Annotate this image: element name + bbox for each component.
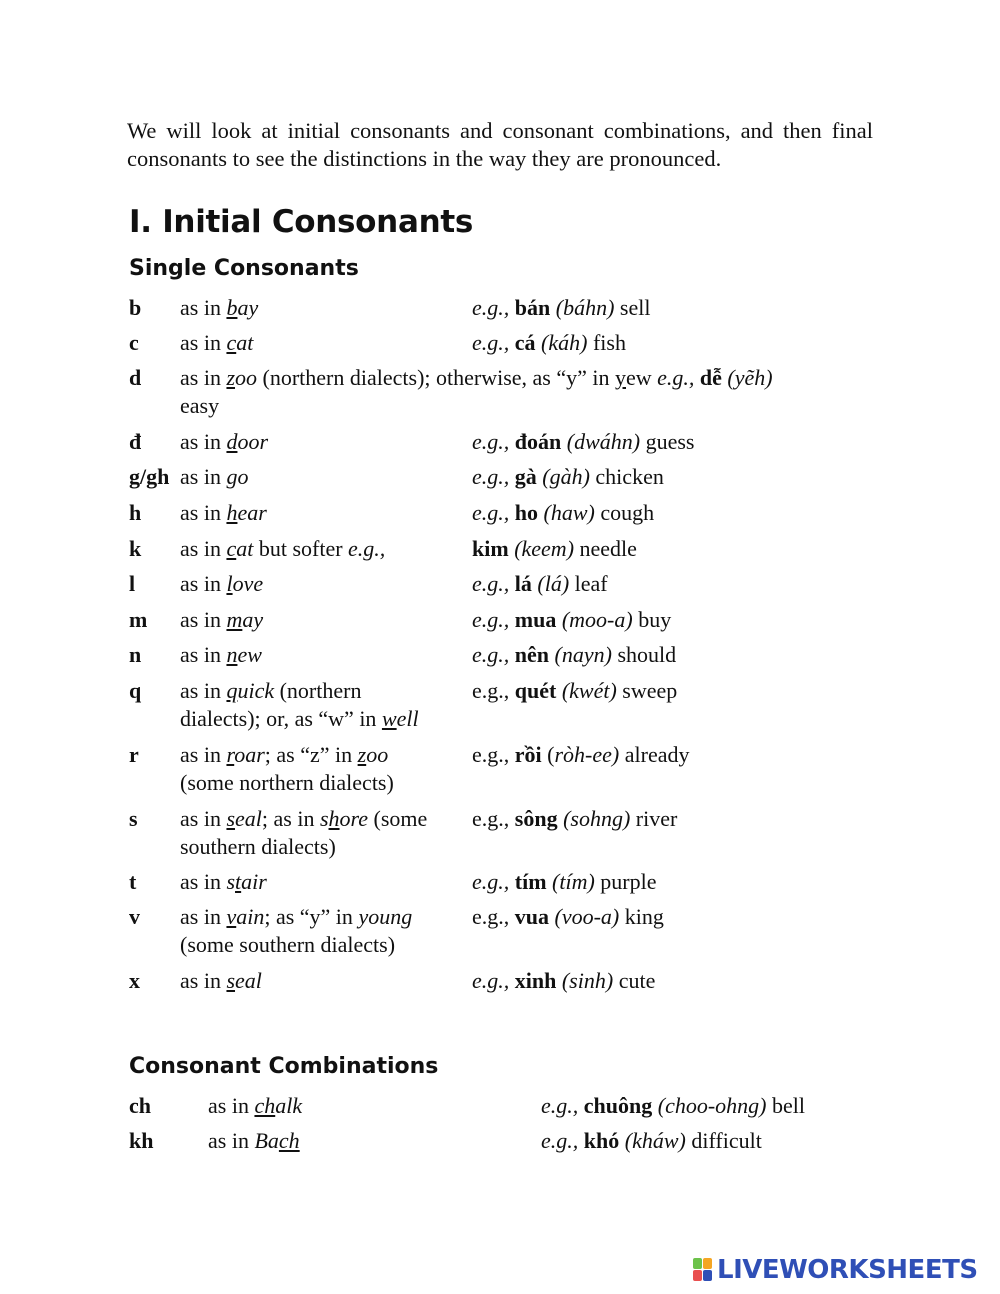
consonant-description: as in quick (northern dialects); or, as “w” in well: [180, 678, 419, 731]
logo-text: LIVEWORKSHEETS: [717, 1255, 978, 1285]
consonant-example: e.g., vua (voo-a) king: [472, 904, 664, 929]
consonant-description: as in roar; as “z” in zoo (some northern dialects): [180, 742, 394, 795]
consonant-description: as in seal: [180, 968, 262, 993]
consonant-description: as in zoo (northern dialects); otherwise, as “y” in yew e.g., dễ (yẽh) easy: [180, 365, 773, 418]
consonant-letter: b: [129, 295, 142, 320]
consonant-example: e.g., chuông (choo-ohng) bell: [541, 1093, 805, 1118]
consonant-description: as in may: [180, 607, 264, 632]
logo-mark-icon: [693, 1258, 713, 1282]
consonant-letter: r: [129, 742, 139, 767]
consonant-combinations-heading: Consonant Combinations: [129, 1054, 439, 1079]
consonant-example: e.g., xinh (sinh) cute: [472, 968, 656, 993]
consonant-example: e.g., mua (moo-a) buy: [472, 607, 672, 632]
consonant-letter: d: [129, 365, 142, 390]
consonant-description: as in love: [180, 571, 264, 596]
liveworksheets-logo[interactable]: [693, 1255, 978, 1285]
consonant-letter: s: [129, 806, 138, 831]
consonant-example: e.g., bán (báhn) sell: [472, 295, 651, 320]
consonant-description: as in new: [180, 642, 262, 667]
consonant-description: as in bay: [180, 295, 259, 320]
consonant-description: as in cat: [180, 330, 254, 355]
consonant-description: as in door: [180, 429, 269, 454]
consonant-description: as in seal; as in shore (some southern dialects): [180, 806, 428, 859]
consonant-example: e.g., rồi (ròh-ee) already: [472, 742, 690, 767]
consonant-example: e.g., lá (lá) leaf: [472, 571, 608, 596]
consonant-letter: k: [129, 536, 142, 561]
consonant-example: e.g., nên (nayn) should: [472, 642, 677, 667]
consonant-letter: h: [129, 500, 142, 525]
consonant-letter: c: [129, 330, 139, 355]
consonant-letter: n: [129, 642, 142, 667]
consonant-letter: đ: [129, 429, 142, 454]
section-heading: I. Initial Consonants: [129, 204, 474, 240]
consonant-example: e.g., quét (kwét) sweep: [472, 678, 678, 703]
consonant-letter: v: [129, 904, 140, 929]
consonant-description: as in stair: [180, 869, 267, 894]
consonant-example: e.g., tím (tím) purple: [472, 869, 657, 894]
consonant-example: kim (keem) needle: [472, 536, 637, 561]
consonant-letter: q: [129, 678, 142, 703]
consonant-letter: ch: [129, 1093, 151, 1118]
consonant-description: as in cat but softer e.g.,: [180, 536, 386, 561]
consonant-letter: m: [129, 607, 148, 632]
single-consonants-heading: Single Consonants: [129, 256, 359, 281]
consonant-example: e.g., sông (sohng) river: [472, 806, 678, 831]
consonant-description: as in chalk: [208, 1093, 303, 1118]
consonant-description: as in Bach: [208, 1128, 300, 1153]
consonant-description: as in go: [180, 464, 249, 489]
consonant-example: e.g., ho (haw) cough: [472, 500, 655, 525]
consonant-letter: g/gh: [129, 464, 170, 489]
consonant-letter: l: [129, 571, 136, 596]
consonant-letter: kh: [129, 1128, 154, 1153]
intro-paragraph: We will look at initial consonants and consonant combinations, and then final consonants to see the distinctions in the way they are pronounced.: [127, 118, 873, 171]
consonant-letter: t: [129, 869, 137, 894]
consonant-example: e.g., khó (kháw) difficult: [541, 1128, 762, 1153]
consonant-description: as in vain; as “y” in young (some southern dialects): [180, 904, 413, 957]
consonant-example: e.g., gà (gàh) chicken: [472, 464, 664, 489]
consonant-example: e.g., đoán (dwáhn) guess: [472, 429, 695, 454]
consonant-example: e.g., cá (káh) fish: [472, 330, 626, 355]
consonant-description: as in hear: [180, 500, 267, 525]
consonant-letter: x: [129, 968, 140, 993]
